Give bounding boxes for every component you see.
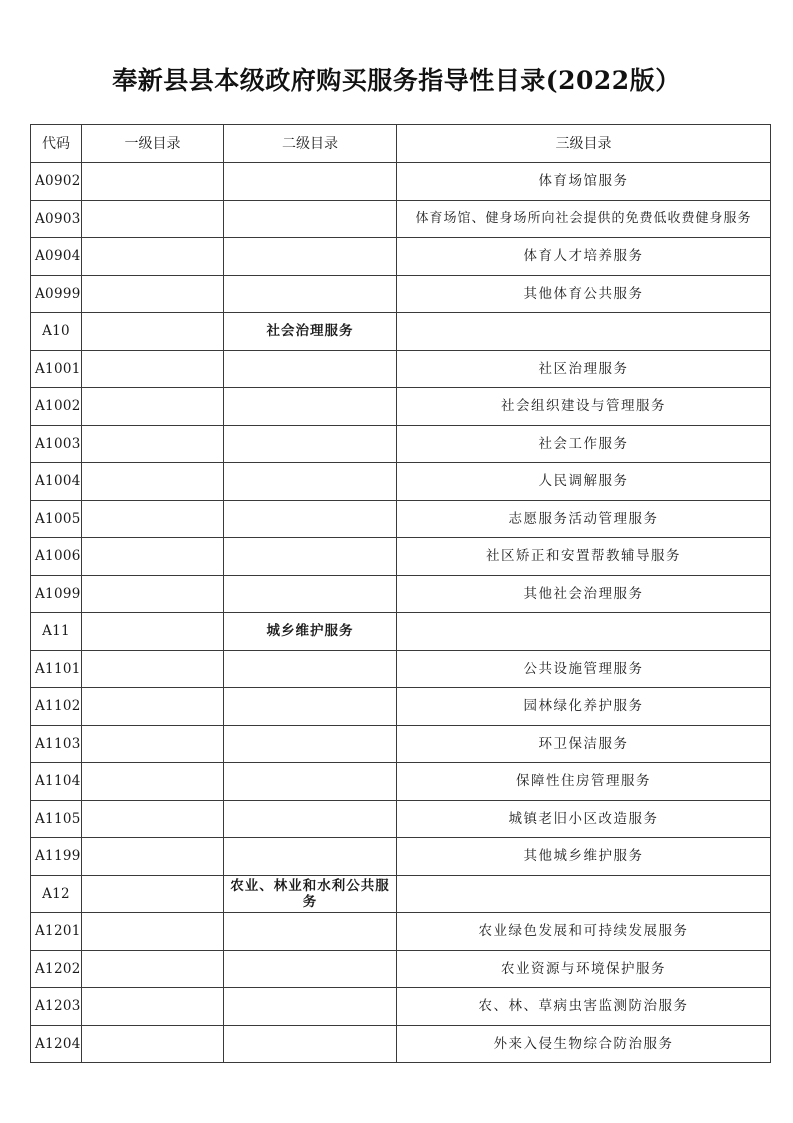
cell-level1	[82, 425, 224, 463]
document-title: 奉新县县本级政府购买服务指导性目录(2022版）	[112, 65, 681, 95]
table-row	[31, 575, 771, 613]
table-row	[31, 163, 771, 201]
table-row	[31, 238, 771, 276]
cell-code: A0904	[31, 238, 82, 276]
cell-level3: 农业资源与环境保护服务	[397, 950, 771, 988]
table-row	[31, 913, 771, 951]
cell-level3: 社会组织建设与管理服务	[397, 388, 771, 426]
cell-level2	[224, 838, 397, 876]
header-level3: 三级目录	[397, 125, 771, 163]
cell-code: A10	[31, 313, 82, 351]
cell-level2: 农业、林业和水利公共服务	[224, 875, 397, 913]
cell-level2	[224, 800, 397, 838]
cell-code: A0902	[31, 163, 82, 201]
cell-level3: 外来入侵生物综合防治服务	[397, 1025, 771, 1063]
cell-level1	[82, 650, 224, 688]
cell-level3: 农、林、草病虫害监测防治服务	[397, 988, 771, 1026]
cell-level2	[224, 388, 397, 426]
cell-level1	[82, 500, 224, 538]
cell-level2: 城乡维护服务	[224, 613, 397, 651]
cell-level1	[82, 275, 224, 313]
cell-code: A1002	[31, 388, 82, 426]
cell-level2	[224, 425, 397, 463]
cell-level3	[397, 613, 771, 651]
cell-code: A1203	[31, 988, 82, 1026]
cell-level2	[224, 913, 397, 951]
cell-code: A1201	[31, 913, 82, 951]
cell-level3: 社区矫正和安置帮教辅导服务	[397, 538, 771, 576]
cell-level1	[82, 688, 224, 726]
cell-level2	[224, 650, 397, 688]
table-row	[31, 275, 771, 313]
cell-level2	[224, 238, 397, 276]
cell-code: A1199	[31, 838, 82, 876]
cell-level3: 人民调解服务	[397, 463, 771, 501]
cell-level2	[224, 163, 397, 201]
cell-code: A1104	[31, 763, 82, 801]
cell-level2	[224, 575, 397, 613]
table-row	[31, 500, 771, 538]
cell-code: A0903	[31, 200, 82, 238]
cell-level1	[82, 463, 224, 501]
cell-level3: 其他城乡维护服务	[397, 838, 771, 876]
cell-code: A1101	[31, 650, 82, 688]
cell-code: A11	[31, 613, 82, 651]
cell-level1	[82, 200, 224, 238]
table-row	[31, 388, 771, 426]
cell-level3: 公共设施管理服务	[397, 650, 771, 688]
cell-level1	[82, 313, 224, 351]
table-row	[31, 688, 771, 726]
cell-level1	[82, 725, 224, 763]
cell-level3: 保障性住房管理服务	[397, 763, 771, 801]
cell-level3: 其他体育公共服务	[397, 275, 771, 313]
cell-level3	[397, 875, 771, 913]
cell-level3	[397, 313, 771, 351]
cell-code: A1004	[31, 463, 82, 501]
header-code: 代码	[31, 125, 82, 163]
cell-level2	[224, 950, 397, 988]
cell-level3: 体育人才培养服务	[397, 238, 771, 276]
cell-level1	[82, 613, 224, 651]
table-row	[31, 463, 771, 501]
cell-level1	[82, 800, 224, 838]
cell-level1	[82, 350, 224, 388]
service-catalog-table	[30, 124, 771, 1063]
cell-level1	[82, 163, 224, 201]
cell-code: A1005	[31, 500, 82, 538]
cell-level2: 社会治理服务	[224, 313, 397, 351]
cell-level3: 农业绿色发展和可持续发展服务	[397, 913, 771, 951]
cell-level2	[224, 275, 397, 313]
cell-level1	[82, 575, 224, 613]
cell-level2	[224, 988, 397, 1026]
cell-code: A1204	[31, 1025, 82, 1063]
cell-level2	[224, 350, 397, 388]
table-row	[31, 425, 771, 463]
cell-code: A12	[31, 875, 82, 913]
cell-level1	[82, 913, 224, 951]
cell-level3: 体育场馆、健身场所向社会提供的免费低收费健身服务	[397, 200, 771, 238]
cell-level1	[82, 763, 224, 801]
table-row	[31, 875, 771, 913]
cell-level1	[82, 388, 224, 426]
cell-code: A1102	[31, 688, 82, 726]
table-row	[31, 538, 771, 576]
cell-level3: 园林绿化养护服务	[397, 688, 771, 726]
header-level1: 一级目录	[82, 125, 224, 163]
cell-level3: 志愿服务活动管理服务	[397, 500, 771, 538]
cell-level2	[224, 200, 397, 238]
cell-code: A0999	[31, 275, 82, 313]
cell-code: A1105	[31, 800, 82, 838]
table-row	[31, 950, 771, 988]
table-row	[31, 313, 771, 351]
table-row	[31, 650, 771, 688]
cell-code: A1202	[31, 950, 82, 988]
table-body	[31, 163, 771, 1063]
cell-level2	[224, 538, 397, 576]
cell-level3: 体育场馆服务	[397, 163, 771, 201]
cell-level1	[82, 538, 224, 576]
header-row	[31, 125, 771, 163]
cell-level3: 城镇老旧小区改造服务	[397, 800, 771, 838]
cell-level1	[82, 875, 224, 913]
cell-level2	[224, 688, 397, 726]
cell-code: A1103	[31, 725, 82, 763]
header-level2: 二级目录	[224, 125, 397, 163]
table-row	[31, 613, 771, 651]
cell-level1	[82, 988, 224, 1026]
table-row	[31, 350, 771, 388]
cell-level3: 社区治理服务	[397, 350, 771, 388]
table-row	[31, 1025, 771, 1063]
cell-level2	[224, 1025, 397, 1063]
cell-code: A1001	[31, 350, 82, 388]
cell-level3: 环卫保洁服务	[397, 725, 771, 763]
table-row	[31, 988, 771, 1026]
cell-level1	[82, 838, 224, 876]
cell-code: A1006	[31, 538, 82, 576]
table-header	[31, 125, 771, 163]
cell-level2	[224, 463, 397, 501]
cell-level3: 社会工作服务	[397, 425, 771, 463]
cell-code: A1003	[31, 425, 82, 463]
cell-level1	[82, 1025, 224, 1063]
table-row	[31, 763, 771, 801]
table-row	[31, 800, 771, 838]
cell-code: A1099	[31, 575, 82, 613]
table-row	[31, 838, 771, 876]
cell-level1	[82, 950, 224, 988]
cell-level2	[224, 763, 397, 801]
cell-level1	[82, 238, 224, 276]
cell-level2	[224, 725, 397, 763]
cell-level2	[224, 500, 397, 538]
cell-level3: 其他社会治理服务	[397, 575, 771, 613]
table-row	[31, 725, 771, 763]
table-row	[31, 200, 771, 238]
